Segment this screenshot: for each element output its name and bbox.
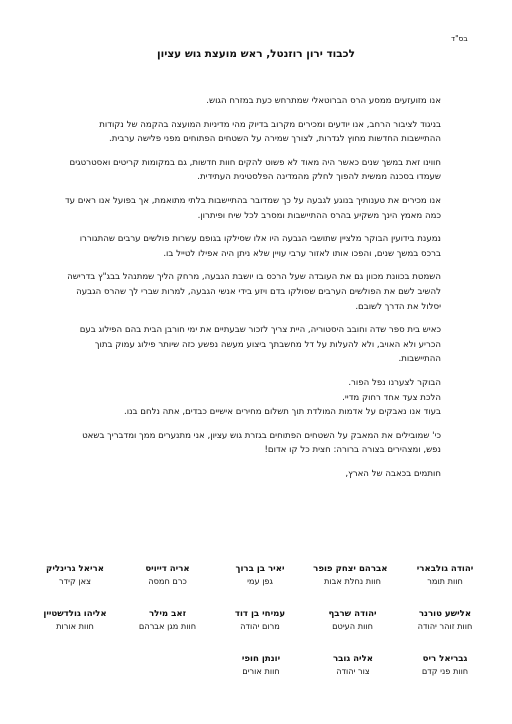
signatory-place: חוות העיטם	[332, 621, 373, 631]
signatory	[40, 608, 110, 632]
paragraph: השמטת בכוונת מכוון גם את העובדה שעל הרכס בו יושבת הגבעה, מרחק הליך שמתנהל בבג"ץ בדרישה להשיב לשם את הפולשים הערבים שסולקו בדם ויזע בידי אנשי הגבעה, למרות שברי לך שהרס הגבעה יסלול את הדרך לשובם.	[67, 272, 441, 312]
signatory	[226, 653, 296, 677]
signatory-place: מרום יהודה	[240, 621, 280, 631]
short-line: בעוד אנו נאבקים על אדמות המולדת תוך תשלום מחירים אישיים כבדים, אתה נלחם בנו.	[124, 407, 441, 418]
signatory-name: גבריאל ריס	[422, 654, 468, 664]
signatory-place: חוות תומר	[427, 576, 463, 586]
signatory	[133, 563, 203, 587]
signatory-name: אליה גובר	[332, 654, 374, 664]
paragraph: נמענת בידועין הבוקר מלציין שתושבי הגבעה היו אלו שסילקו בגופם עשרות פולשים ערבים שהתגוררו ברכס במשך שנים, והפכו אותו לאזור ערבי עויין שלא ניתן היה אפילו לטייל בו.	[79, 234, 441, 259]
paragraph: אנו מכירים את טענותיך בנוגע לגבעה על כך שמדובר בהתיישבות בלתי מתואמת, אך בפועל אנו ראים עד כמה מאמץ הינך משקיע בהרס ההתיישבות ומסרב לכל שיח ופיתרון.	[64, 195, 441, 221]
signatory	[410, 608, 480, 632]
signatory-name: יאיר בן ברוך	[235, 564, 285, 574]
signatory	[225, 563, 295, 587]
signatory-row	[40, 653, 480, 677]
signatory-name: זאב מילר	[148, 609, 187, 619]
letter-title: לכבוד ירון רוזנטל, ראש מועצת גוש עציון	[157, 48, 355, 60]
paragraph: כי' שמובילים את המאבק על השטחים הפתוחים בגזרת גוש עציון, אני מתנערים ממך ומדבריך בשאט נפש, ומצהירים בצורה ברורה: חצית כל קו אדום!	[82, 430, 441, 456]
signatory-name: אריה דייויס	[145, 564, 190, 574]
signatory-place: כרם חמסה	[148, 576, 187, 586]
signatory-name: יונתן חופי	[241, 654, 281, 664]
signatory-name: אברהם יצחק פופר	[313, 564, 388, 574]
signatory-place: חוות נחלת אבות	[324, 576, 381, 586]
signatory	[225, 608, 295, 632]
closing-line: חותמים בכאבה של הארץ,	[345, 468, 441, 479]
paragraph: חווינו זאת במשך שנים כאשר היה מאוד לא פשוט להקים חוות חדשות, גם במקומות קריטים ואסטרטגים שעמדו בסכנה ממשית להפוך לחלק מהמדינה הפלסטינית העתידית.	[69, 157, 441, 183]
paragraph: אנו מזועזעים ממסע הרס הברוטאלי שמתרחש כעת במזרח הגוש.	[206, 96, 441, 106]
paragraph: כאיש בית ספר שדה וחובב היסטוריה, היית צריך לזכור שבעתיים את ימי חורבן הבית בהם הפילוג בעם הכריע ולא האויב, ולא להעלות על דל מחשבתך ביצוע מעשה נפשע כזה שיותר פילוג עמוק בתוך ההתיישבות.	[79, 325, 441, 365]
short-line: הלכת צעד אחד רחוק מדיי.	[342, 392, 441, 403]
signatory-name: יהודה שרבף	[328, 609, 377, 619]
signatory-name: עמיחי בן דוד	[234, 609, 286, 619]
signatory-place: חוות זוהר יהודה	[417, 621, 473, 631]
signatory-name: אליהו גולדשטיין	[43, 609, 107, 619]
signatory	[410, 653, 480, 677]
paragraph: בניגוד לציבור הרחב, אנו יודעים ומכירים מקרוב בדיוק מהי מדיניות המועצה בהקמה של נקודות ההתיישבות החדשות מחוץ לגדרות, לצורך שמירה על השטחים הפתוחים מפני פלישה ערבית.	[99, 119, 441, 145]
signatory	[133, 608, 203, 632]
signatory-place: גפן עמי	[247, 576, 273, 586]
signatory-name: אריאל גרינליק	[46, 564, 104, 574]
letter-body	[64, 94, 441, 490]
signatories	[40, 563, 480, 698]
signatory-place: צאן קידר	[59, 576, 91, 586]
bsd-header: בס"ד	[451, 34, 468, 43]
signatory-name: יהודה גולבארי	[416, 564, 474, 574]
signatory-name: אלישע טורנר	[418, 609, 472, 619]
signatory	[318, 608, 388, 632]
signatory-row	[40, 563, 480, 587]
signatory	[410, 563, 480, 587]
signatory	[40, 563, 110, 587]
signatory	[318, 653, 388, 677]
short-line: הבוקר לצערנו נפל הפור.	[348, 377, 441, 388]
signatory-place: צור יהודה	[336, 666, 370, 676]
signatory-place: חוות פני קדם	[421, 666, 469, 676]
signatory-place: חוות מגן אברהם	[138, 621, 197, 631]
signatory-row	[40, 608, 480, 632]
signatory-place: חוות אורות	[56, 621, 94, 631]
short-lines-block	[64, 376, 441, 420]
signatory-place: חוות אורים	[242, 666, 280, 676]
signatory	[313, 563, 388, 587]
